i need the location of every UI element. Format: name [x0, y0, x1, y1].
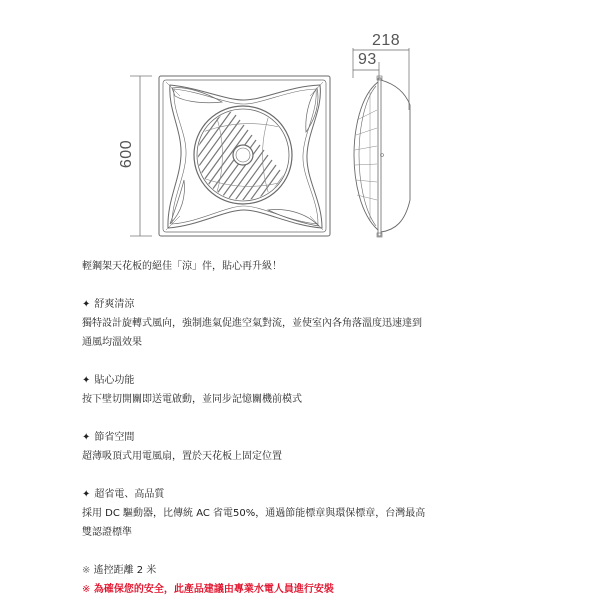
- reference-mark-icon: ※: [82, 584, 91, 595]
- remote-range-note: ※ 遙控距離 2 米: [82, 565, 157, 576]
- star-bullet-icon: ✦: [82, 375, 91, 386]
- feature-title: ✦ 超省電、高品質: [82, 485, 502, 504]
- feature-title: ✦ 貼心功能: [82, 371, 502, 390]
- safety-warning-note: ※ 為確保您的安全，此產品建議由專業水電人員進行安裝: [82, 584, 334, 595]
- headline: 輕鋼架天花板的絕佳「涼」伴，貼心再升級！: [82, 261, 282, 272]
- side-view: [353, 48, 410, 237]
- reference-mark-icon: ※: [82, 565, 91, 576]
- feature-title: ✦ 節省空間: [82, 428, 502, 447]
- fan-line-drawing: [0, 0, 600, 250]
- feature-desc: 獨特設計旋轉式風向，強制進氣促進空氣對流，並使室內各角落溫度迅速達到: [82, 318, 422, 329]
- product-dimension-drawing: [0, 0, 600, 250]
- product-description: [82, 257, 502, 599]
- total-depth-dimension-label: 218: [372, 32, 401, 49]
- front-view: [159, 76, 330, 250]
- feature-desc: 採用 DC 驅動器，比傳統 AC 省電50%，通過節能標章與環保標章，台灣最高: [82, 508, 426, 519]
- feature-title: ✦ 舒爽清涼: [82, 295, 502, 314]
- star-bullet-icon: ✦: [82, 432, 91, 443]
- feature-desc: 超薄吸頂式用電風扇，置於天花板上固定位置: [82, 451, 282, 462]
- height-dimension-label: 600: [118, 139, 136, 169]
- feature-desc: 通風均溫效果: [82, 337, 142, 348]
- star-bullet-icon: ✦: [82, 489, 91, 500]
- front-depth-dimension-label: 93: [358, 51, 377, 68]
- feature-desc: 按下壁切開關即送電啟動，並同步記憶關機前模式: [82, 394, 302, 405]
- feature-desc: 雙認證標準: [82, 527, 132, 538]
- star-bullet-icon: ✦: [82, 299, 91, 310]
